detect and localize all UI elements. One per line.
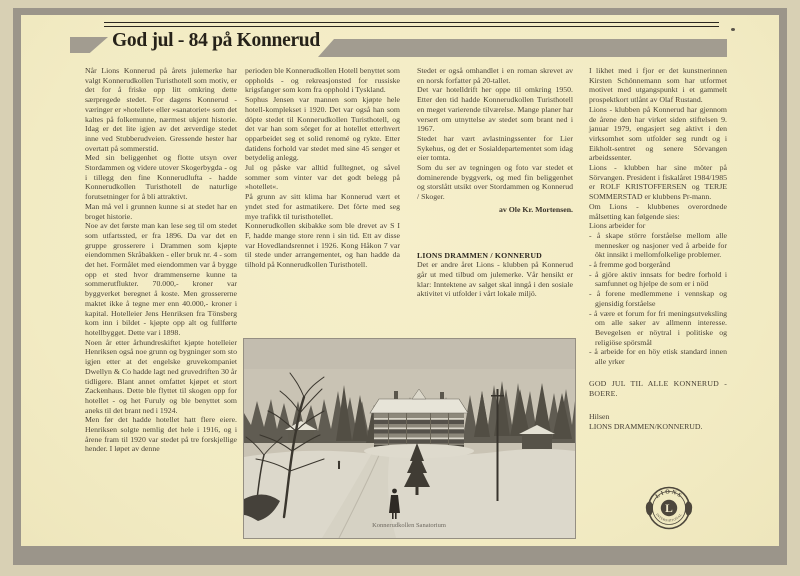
text-column-2 xyxy=(245,66,400,270)
body-paragraph: Stedet har vært avlastningssenter for Lier Sykehus, og det er Sosialdepartementet som idag eier tomta. xyxy=(417,133,573,163)
body-paragraph: Lions - klubben på Konnerud har gjennom de årene den har virket siden stiftelsen 9. januar 1979, engasjert seg aktivt i den virksomhet som utfolder seg rundt og i Eikholt-sentret og senere Sörvangen arbeidssenter. xyxy=(589,104,727,163)
body-paragraph: Noe av det første man kan lese seg til om stedet som utfartssted, er fra 1896. Da var det en gruppe grosserere i Drammen som kjøpte eiendommen Skråbakken - eller bruk nr. 4 - som det het. Formålet med eiendommen var å bygge opp et sted hvor drammenserne kunne ta sommerutflukter. 70.000,- kroner var byggverket beregnet å koste. Men grossererne maktet ikke å tegne mer enn 40.000,- kroner i kapital. Hotelleier Jens Henriksen fra Tönsberg kom inn i bildet - kjøpte opp alt og fullførte hotellbygget. Dette var i 1898. xyxy=(85,221,237,337)
emblem-bottom-text: INTERNATIONAL xyxy=(655,512,683,523)
section-heading: LIONS DRAMMEN / KONNERUD xyxy=(417,250,543,260)
body-paragraph: Men før det hadde hotellet hatt flere eiere. Henriksen solgte nemlig det hele i 1916, og i årene fram til 1920 var stedet på tre forskjellige hender. I løpet av denne xyxy=(85,415,237,454)
text-column-3 xyxy=(417,66,573,299)
goal-item: - å skape större forståelse mellom alle mennesker og nasjoner ved å arbeide for ökt innsikt i mellomfolkelige problemer. xyxy=(589,230,727,260)
header-right-bar xyxy=(318,39,727,57)
photo-caption: Konnerudkollen Sanatorium xyxy=(372,522,446,529)
hotel-building xyxy=(364,389,474,458)
body-paragraph: Lions - klubben har sine möter på Sörvangen. President i fiskalåret 1984/1985 er ROLF KRISTOFFERSEN og TERJE SOMMERSTAD er klubbens Pr-mann. xyxy=(589,163,727,202)
lions-emblem-svg xyxy=(641,481,697,537)
body-paragraph: perioden ble Konnerudkollen Hotell benyttet som oppholds - og rekreasjonsted for russiske krigsfanger som kom fra opphold i Tyskland. xyxy=(245,66,400,95)
goals-intro: Lions arbeider for xyxy=(589,221,646,231)
body-paragraph: I likhet med i fjor er det kunstnerinnen Kirsten Schönnemann som har utformet motivet med utgangspunkt i et gammelt prospektkort utlånt av Olaf Rustand. xyxy=(589,66,727,105)
body-paragraph: Noen år etter århundreskiftet kjøpte hotelleier Henriksen også noe grunn og bygninger som sto igjen etter at det engelske gruvekompaniet Dwellyn & Co hadde lagt ned gruvedriften 30 år tidligere. Blant annet omfattet kjøpet et stort Zackenhaus. Dette ble flyttet til skogen opp for hotellet - og het Furuly og ble benyttet som aneks til det brant ned i 1924. xyxy=(85,337,237,415)
article-byline: av Ole Kr. Mortensen. xyxy=(499,204,573,214)
closing-greeting: GOD JUL TIL ALLE KONNERUD - BOERE. xyxy=(589,378,727,398)
photo-sky-top xyxy=(244,339,575,369)
goal-item: - å være et forum for fri meningsutveksling om alle saker av allmenn interesse. Bevegelsen er nöytral i politiske og religiöse spörsmål xyxy=(589,308,727,347)
body-paragraph: Stedet er også omhandlet i en roman skrevet av en norsk forfatter på 20-tallet. xyxy=(417,66,573,85)
emblem-letter-l: L xyxy=(665,503,673,516)
body-paragraph: Om Lions - klubbenes overordnede målsetting kan følgende sies: xyxy=(589,201,727,221)
body-paragraph: Når Lions Konnerud på årets julemerke har valgt Konnerudkollen Turisthotell som motiv, er det for å friske opp litt omkring dette særpregede stedet. For dagens Konnerud - væringer er »hotellet« eller »sanatoriet« som det kaltes på folkemunne, nærmest ukjent historie. Idag er det lite igjen av det ærverdige stedet inne ved Stubberudveien. Gressende hester har overtatt på sommerstid. xyxy=(85,66,237,153)
emblem-top-text: LIONS xyxy=(654,489,684,500)
ink-speck xyxy=(731,28,735,31)
page-title: God jul - 84 på Konnerud xyxy=(112,30,320,51)
header-rule-top xyxy=(104,22,719,23)
body-paragraph: Det var hotelldrift her oppe til omkring 1950. Etter den tid hadde Konnerudkollen Turisthotell en meget varierende tilværelse. Mange planer har versert om utnyttelse av stedet som brant ned i 1967. xyxy=(417,85,573,134)
signoff-club: LIONS DRAMMEN/KONNERUD. xyxy=(589,421,703,431)
body-paragraph: Med sin beliggenhet og flotte utsyn over Stordammen og videre utover Skogerbygda - og i tillegg den fine Konnerudlufta - hadde Konnerudkollen Turisthotell de naturlige forutsetninger for å bli attraktivt. xyxy=(85,153,237,202)
goal-item: - å forene medlemmene i vennskap og gjensidig forståelse xyxy=(589,289,727,308)
winter-scene xyxy=(244,339,575,538)
goal-item: - å arbeide for en höy etisk standard innen alle yrker xyxy=(589,347,727,367)
body-paragraph: På grunn av sitt klima har Konnerud vært et yndet sted for astmatikere. Det förte med seg mye trafikk til turisthotellet. xyxy=(245,192,400,221)
lions-emblem-logo xyxy=(641,481,697,537)
text-column-4 xyxy=(589,66,727,432)
distant-figure xyxy=(338,461,340,469)
postcard-winter-photo xyxy=(244,339,575,538)
text-column-1 xyxy=(85,66,237,454)
goal-item: - å gjöre aktiv innsats for bedre forhold i samfunnet og hjelpe de som er i nöd xyxy=(589,269,727,289)
header-rule-bottom xyxy=(104,26,719,27)
body-paragraph: Jul og påske var alltid fulltegnet, og såvel sommer som vinter var det godt belegg på »hotellet«. xyxy=(245,163,400,192)
signoff-hilsen: Hilsen xyxy=(589,412,610,422)
body-paragraph: Som du ser av tegningen og foto var stedet et dominerende byggverk, og med fin beliggenhet og storslått utsikt over Stordammen og Konnerud / Skoger. xyxy=(417,163,573,202)
body-paragraph: Det er andre året Lions - klubben på Konnerud går ut med tilbud om julemerke. Vår hensikt er klar: Inntektene av salget skal inngå i den sosiale aktivitet vi utfolder i vårt lokale miljö. xyxy=(417,260,573,299)
body-paragraph: Man må vel i grunnen kunne si at stedet har en broget historie. xyxy=(85,201,237,221)
body-paragraph: Konnerudkollen skibakke som ble drevet av S I F, hadde mange store renn i sin tid. Ett av disse var Hovedlandsrennet i 1926. Kong Håkon 7 var til stede under arrangementet, og han hadde da tilhold på Konnerudkollen Turisthotell. xyxy=(245,221,400,270)
body-paragraph: Sophus Jensen var mannen som kjøpte hele hotell-komplekset i 1920. Det var også han som döpte stedet til Konnerudkollen Turisthotell, og det var han som sörget for at hotellet etterhvert opparbeidet seg et solid renomé og rykte. Etter datidens forhold var stedet med sine 45 senger et betydelig anlegg. xyxy=(245,95,400,163)
goal-item: - å fremme god borgerånd xyxy=(589,260,671,270)
